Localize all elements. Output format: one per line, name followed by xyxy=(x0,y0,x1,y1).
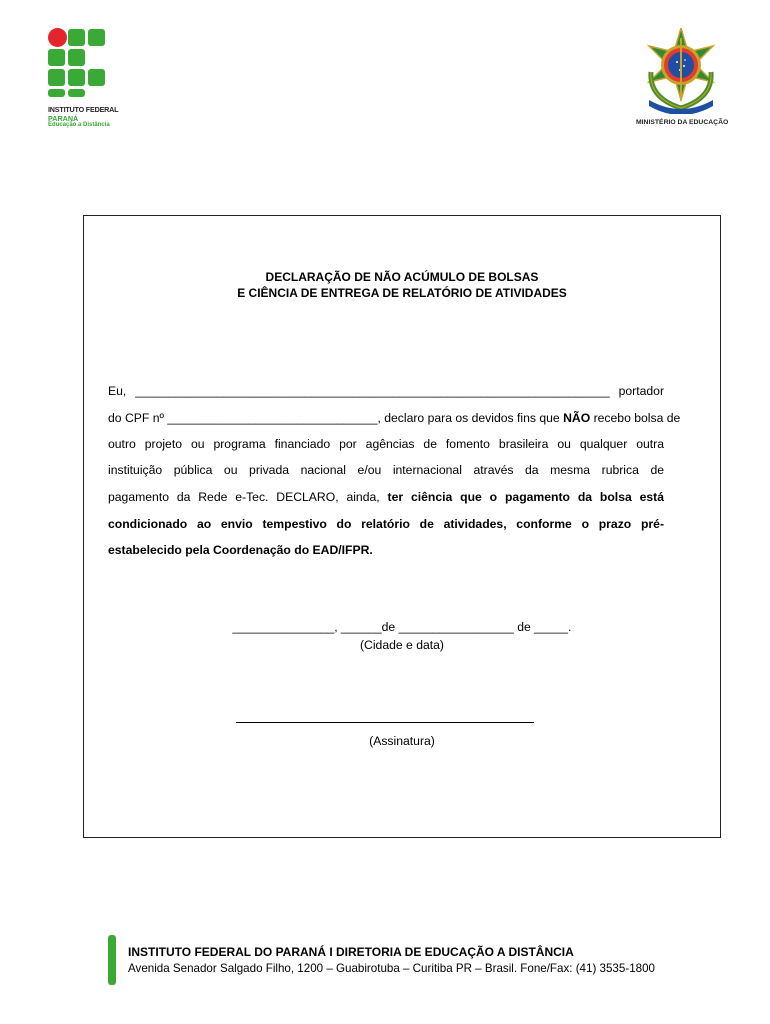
if-logo-state: PARANÁ xyxy=(48,114,79,123)
footer-institution: INSTITUTO FEDERAL DO PARANÁ I DIRETORIA DE EDUCAÇÃO A DISTÂNCIA xyxy=(128,945,574,959)
ministry-logo xyxy=(636,28,728,130)
signature-caption: (Assinatura) xyxy=(369,734,435,748)
if-logo-subtitle: Educação a Distância xyxy=(48,122,110,128)
declaration-box xyxy=(83,215,721,838)
cpf-blank: _______________________________ xyxy=(167,411,378,425)
declaration-title-line2: E CIÊNCIA DE ENTREGA DE RELATÓRIO DE ATIVIDADES xyxy=(237,286,567,300)
if-parana-logo xyxy=(48,28,128,128)
name-blank: ______________________________________________________________________ xyxy=(135,384,610,398)
body-line-5: pagamento da Rede e-Tec. DECLARO, ainda, ter ciência que o pagamento da bolsa está xyxy=(108,490,664,504)
date-line: _______________, ______de _________________ de _____. xyxy=(232,620,572,634)
date-caption: (Cidade e data) xyxy=(359,638,444,652)
body-line-3: outro projeto ou programa financiado por agências de fomento brasileira ou qualquer outra xyxy=(108,437,664,451)
body-line-6: condicionado ao envio tempestivo do relatório de atividades, conforme o prazo pré- xyxy=(108,517,664,531)
if-logo-name: INSTITUTO FEDERAL xyxy=(48,105,119,114)
declaration-title-line1: DECLARAÇÃO DE NÃO ACÚMULO DE BOLSAS xyxy=(265,270,539,284)
footer-accent-bar xyxy=(108,935,116,985)
ministry-label: MINISTÉRIO DA EDUCAÇÃO xyxy=(636,119,729,126)
if-logo-grid-icon xyxy=(48,28,108,94)
body-line-1: Eu, ______________________________________________________________________ portador xyxy=(108,384,665,398)
signature-line xyxy=(236,722,534,723)
body-line-7: estabelecido pela Coordenação do EAD/IFPR. xyxy=(108,543,373,557)
body-line-2: do CPF nº _______________________________, declaro para os devidos fins que NÃO recebo bolsa de xyxy=(108,411,681,425)
footer-address: Avenida Senador Salgado Filho, 1200 – Guabirotuba – Curitiba PR – Brasil. Fone/Fax: (41) 3535-1800 xyxy=(128,962,655,975)
body-line-4: instituição pública ou privada nacional e/ou internacional através da mesma rubrica de xyxy=(108,463,664,477)
brazil-coat-of-arms-icon xyxy=(641,28,721,114)
